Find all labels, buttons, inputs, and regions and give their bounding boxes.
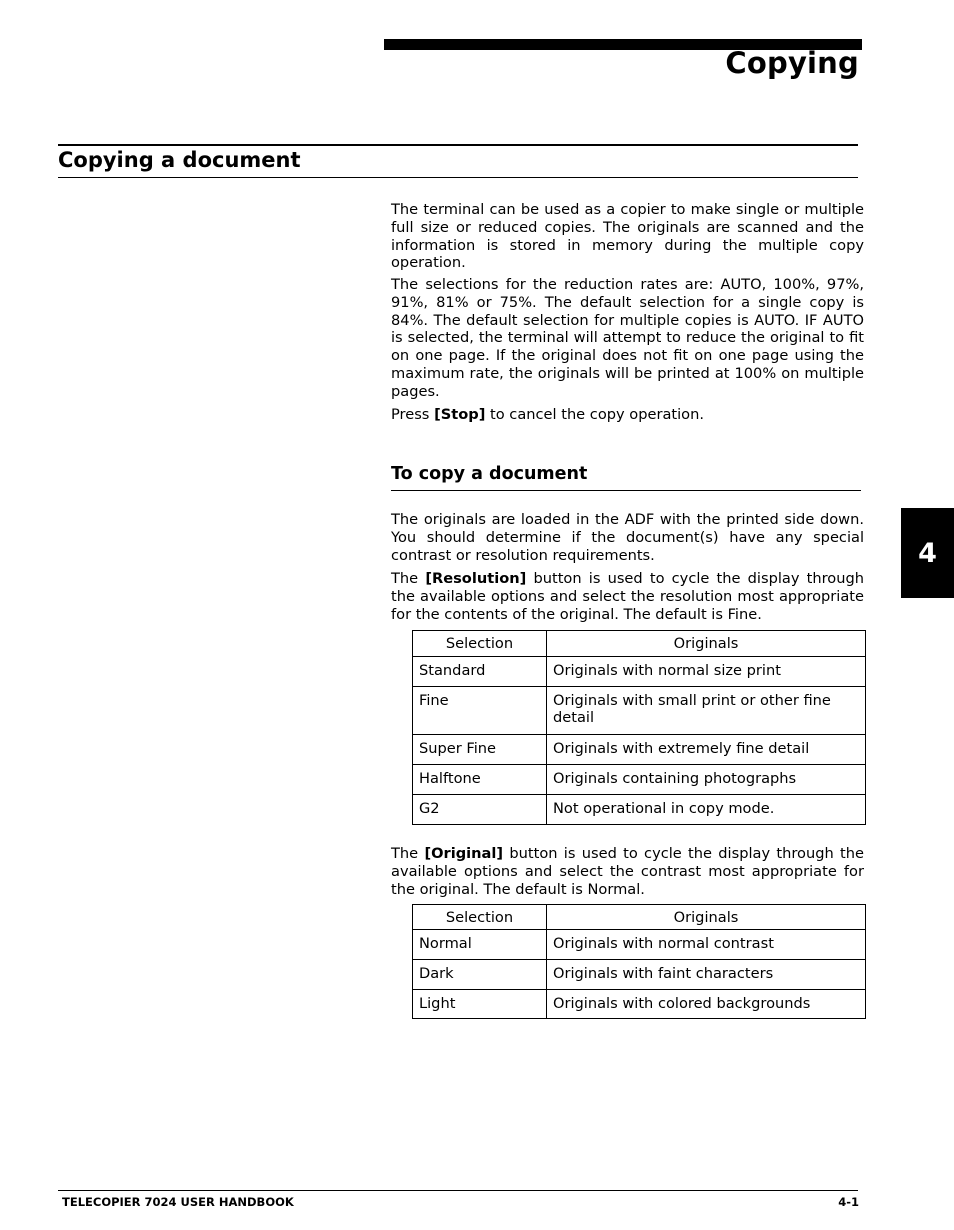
- table-header-cell: Originals: [547, 631, 866, 657]
- table-cell: Originals with normal size print: [547, 657, 866, 687]
- subsection-paragraph-3: [391, 845, 864, 898]
- contrast-table-header-row: [413, 905, 866, 930]
- table-row: [413, 990, 866, 1019]
- table-cell: Originals with faint characters: [547, 960, 866, 990]
- table-row: [413, 930, 866, 960]
- section-rule-top: [58, 144, 858, 146]
- intro-p3-text-before: Press: [391, 406, 435, 423]
- table-row: [413, 657, 866, 687]
- table-cell: Originals with small print or other fine detail: [547, 687, 866, 735]
- table-header-cell: Originals: [547, 905, 866, 930]
- table-cell: Fine: [413, 687, 547, 735]
- table-cell: Originals with extremely fine detail: [547, 735, 866, 765]
- table-cell: Standard: [413, 657, 547, 687]
- resolution-key-label: [Resolution]: [425, 570, 527, 587]
- chapter-tab-marker: 4: [901, 508, 954, 598]
- table-cell: Light: [413, 990, 547, 1019]
- table-row: [413, 795, 866, 825]
- page-number: 4-1: [838, 1195, 859, 1209]
- intro-paragraph-2: The selections for the reduction rates are: AUTO, 100%, 97%, 91%, 81% or 75%. The default selection for a single copy is 84%. The default selection for multiple copies is AUTO. IF AUTO is selected, the terminal will attempt to reduce the original to fit on one page. If the original does not fit on one page using the maximum rate, the originals will be printed at 100% on multiple pages.: [391, 276, 864, 400]
- table-row: [413, 687, 866, 735]
- table-cell: Originals with colored backgrounds: [547, 990, 866, 1019]
- table-cell: Originals containing photographs: [547, 765, 866, 795]
- intro-p3-text-after: to cancel the copy operation.: [485, 406, 705, 423]
- intro-paragraph-1: The terminal can be used as a copier to make single or multiple full size or reduced copies. The originals are scanned and the information is stored in memory during the multiple copy operation.: [391, 201, 864, 272]
- footer-rule: [58, 1190, 858, 1191]
- table-cell: Originals with normal contrast: [547, 930, 866, 960]
- section-rule-bottom: [58, 177, 858, 178]
- section-title: Copying a document: [58, 148, 301, 172]
- table-cell: Halftone: [413, 765, 547, 795]
- subsection-rule: [391, 490, 861, 491]
- contrast-table: [412, 904, 866, 1019]
- table-header-cell: Selection: [413, 631, 547, 657]
- table-row: [413, 765, 866, 795]
- subsection-p3-text-before: The: [391, 845, 425, 862]
- stop-key-label: [Stop]: [434, 406, 486, 423]
- table-header-cell: Selection: [413, 905, 547, 930]
- subsection-p2-text-after: button is used to cycle the display through the available options and select the resolution most appropriate for the contents of the original. The default is Fine.: [391, 570, 864, 623]
- footer-title: TELECOPIER 7024 USER HANDBOOK: [62, 1195, 294, 1209]
- original-key-label: [Original]: [424, 845, 504, 862]
- subsection-paragraph-1: The originals are loaded in the ADF with the printed side down. You should determine if the document(s) have any special contrast or resolution requirements.: [391, 511, 864, 564]
- subsection-paragraph-2: [391, 570, 864, 623]
- resolution-table: [412, 630, 866, 825]
- table-cell: Not operational in copy mode.: [547, 795, 866, 825]
- subsection-title: To copy a document: [391, 464, 588, 484]
- subsection-p2-text-before: The: [391, 570, 426, 587]
- subsection-p3-text-after: button is used to cycle the display through the available options and select the contrast most appropriate for the original. The default is Normal.: [391, 845, 864, 898]
- table-cell: Normal: [413, 930, 547, 960]
- table-cell: Super Fine: [413, 735, 547, 765]
- chapter-title: Copying: [725, 46, 859, 80]
- table-row: [413, 735, 866, 765]
- resolution-table-header-row: [413, 631, 866, 657]
- table-cell: G2: [413, 795, 547, 825]
- table-row: [413, 960, 866, 990]
- table-cell: Dark: [413, 960, 547, 990]
- intro-paragraph-3: [391, 406, 864, 424]
